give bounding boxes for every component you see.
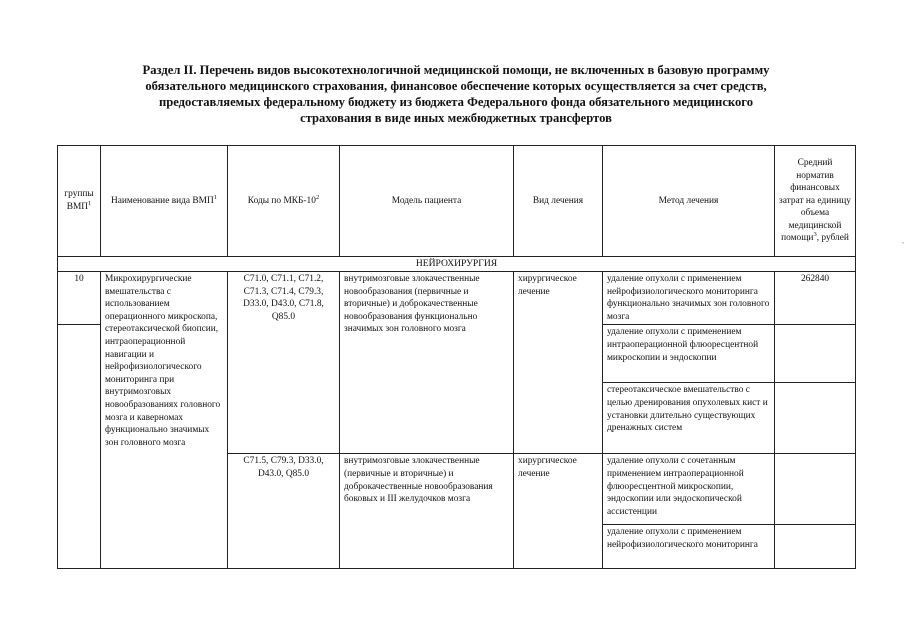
treatment-method-cell: удаление опухоли с применением интраоперационной флюоресцентной микроскопии и эндоскопии [603, 325, 775, 383]
cost-value-cell-empty [775, 383, 856, 454]
header-treatment-method: Метод лечения [603, 146, 775, 257]
group-number-cell: 10 [58, 272, 101, 325]
table-header-row [58, 146, 856, 257]
header-treatment-type: Вид лечения [514, 146, 603, 257]
vmp-name-cell: Микрохирургические вмешательства с использованием операционного микроскопа, стереотаксической биопсии, интраоперационной навигации и нейрофизиологического мониторинга при внутримозговых новообразованиях головного мозга и каверномах функционально значимых зон головного мозга [101, 272, 228, 569]
treatment-method-cell: удаление опухоли с применением нейрофизиологического мониторинга [603, 525, 775, 569]
vmp-table [57, 145, 856, 569]
header-group: группы ВМП$^1$ [58, 146, 101, 257]
section-row [58, 257, 856, 272]
heading-line-3: предоставляемых федеральному бюджету из бюджета Федерального фонда обязательного медицинского [158, 95, 753, 109]
treatment-method-cell: удаление опухоли с сочетанным применением интраоперационной флюоресцентной микроскопии, эндоскопии или эндоскопической ассистенции [603, 454, 775, 525]
heading-line-1: Раздел II. Перечень видов высокотехнологичной медицинской помощи, не включенных в базовую программу [142, 63, 770, 77]
patient-model-cell: внутримозговые злокачественные новообразования (первичные и вторичные) и доброкачественные новообразования функционально значимых зон головного мозга [340, 272, 514, 454]
table-row [58, 272, 856, 325]
treatment-type-cell: хирургическое лечение [514, 272, 603, 454]
section-title: НЕЙРОХИРУРГИЯ [58, 257, 856, 272]
treatment-method-cell: удаление опухоли с применением нейрофизиологического мониторинга функционально значимых зон головного мозга [603, 272, 775, 325]
header-patient-model: Модель пациента [340, 146, 514, 257]
header-cost-norm: Средний норматив финансовых затрат на единицу объема медицинской помощи$^3$, рублей [775, 146, 856, 257]
group-number-cell-empty [58, 325, 101, 569]
treatment-type-cell: хирургическое лечение [514, 454, 603, 569]
scan-mark: , [902, 236, 904, 245]
patient-model-cell: внутримозговые злокачественные (первичные и вторичные) и доброкачественные новообразования боковых и III желудочков мозга [340, 454, 514, 569]
treatment-method-cell: стереотаксическое вмешательство с целью дренирования опухолевых кист и установки длительно существующих дренажных систем [603, 383, 775, 454]
section-heading [40, 62, 872, 126]
cost-value-cell-empty [775, 325, 856, 383]
icd-codes-cell: C71.5, C79.3, D33.0, D43.0, Q85.0 [228, 454, 340, 569]
heading-line-4: страхования в виде иных межбюджетных трансфертов [300, 111, 612, 125]
icd-codes-cell: C71.0, C71.1, C71.2, C71.3, C71.4, C79.3, D33.0, D43.0, C71.8, Q85.0 [228, 272, 340, 454]
header-icd-codes: Коды по МКБ-$10^2$ [228, 146, 340, 257]
header-vmp-name: Наименование вида ВМП$^1$ [101, 146, 228, 257]
cost-value-cell: 262840 [775, 272, 856, 325]
cost-value-cell-empty [775, 454, 856, 525]
heading-line-2: обязательного медицинского страхования, финансовое обеспечение которых осуществляется за счет средств, [145, 79, 767, 93]
cost-value-cell-empty [775, 525, 856, 569]
